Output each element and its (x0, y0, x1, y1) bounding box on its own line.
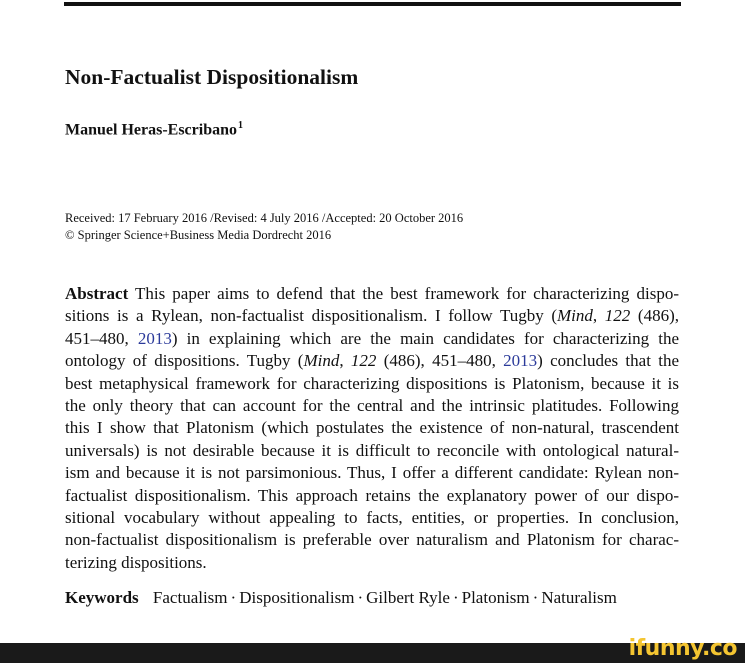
citation-link[interactable]: 2013 (137, 328, 172, 348)
abstract-line (65, 507, 679, 529)
abstract-text: (486), (630, 306, 679, 326)
ifunny-watermark: ifunny.co (628, 636, 737, 661)
abstract-line (65, 395, 679, 417)
abstract-text: ) concludes that the (537, 351, 679, 371)
abstract-text: sitions is a Rylean, non-factualist dispositionalism. I follow Tugby ( (65, 306, 558, 326)
abstract-line (65, 350, 679, 372)
keyword: Naturalism (541, 588, 617, 607)
keyword-separator: · (230, 588, 237, 607)
author-name: Manuel Heras-Escribano (65, 121, 237, 139)
citation-link[interactable]: 2013 (503, 351, 538, 371)
abstract-line (65, 305, 679, 327)
abstract-line (65, 417, 679, 439)
abstract-text: Mind (303, 351, 340, 371)
abstract-text: , (339, 351, 351, 371)
keyword: Gilbert Ryle (366, 588, 450, 607)
abstract-text: sitional vocabulary without appealing to facts, entities, or properties. In conclusion, (65, 508, 679, 528)
keyword: Factualism (152, 588, 228, 607)
abstract-text: terizing dispositions. (65, 552, 207, 572)
publication-meta (65, 210, 463, 244)
keywords (65, 588, 617, 608)
abstract-text: (486), 451–480, (376, 351, 504, 371)
affiliation-mark: 1 (238, 120, 243, 131)
abstract-text: non-factualist dispositionalism is preferable over naturalism and Platonism for charac- (65, 530, 679, 550)
author (65, 120, 243, 139)
abstract-text: 122 (604, 306, 631, 326)
abstract-line (65, 485, 679, 507)
keyword-separator: · (357, 588, 364, 607)
abstract-text: universals) is not desirable because it is difficult to reconcile with ontological natural- (65, 440, 679, 460)
keywords-label: Keywords (65, 588, 139, 607)
keyword: Platonism (461, 588, 530, 607)
abstract-text: 451–480, (65, 328, 138, 348)
abstract-line (65, 552, 679, 574)
top-rule (64, 2, 681, 6)
abstract-text: factualist dispositionalism. This approach retains the explanatory power of our dispo- (65, 485, 679, 505)
abstract-text: Mind (557, 306, 593, 326)
paper-title: Non-Factualist Dispositionalism (65, 65, 359, 89)
abstract (65, 283, 679, 574)
keyword-separator: · (532, 588, 539, 607)
abstract-text: ontology of dispositions. Tugby ( (65, 351, 304, 371)
keyword-separator: · (452, 588, 459, 607)
dates: Received: 17 February 2016 /Revised: 4 July 2016 /Accepted: 20 October 2016 (65, 211, 464, 225)
abstract-text: best metaphysical framework for characterizing dispositions is Platonism, because it is (65, 373, 679, 393)
abstract-text: this I show that Platonism (which postulates the existence of non-natural, trascendent (65, 418, 679, 438)
abstract-line (65, 328, 679, 350)
abstract-line (65, 283, 679, 305)
abstract-line (65, 440, 679, 462)
copyright: © Springer Science+Business Media Dordrecht 2016 (65, 228, 332, 242)
keyword: Dispositionalism (239, 588, 355, 607)
abstract-text: ism and because it is not parsimonious. Thus, I offer a different candidate: Rylean non- (65, 463, 679, 483)
abstract-text: ) in explaining which are the main candidates for characterizing the (171, 328, 679, 348)
abstract-text: This paper aims to defend that the best framework for characterizing dispo- (135, 284, 679, 303)
abstract-line (65, 462, 679, 484)
abstract-text: 122 (350, 351, 377, 371)
abstract-text: , (592, 306, 605, 326)
abstract-text: the only theory that can account for the central and the intrinsic platitudes. Following (65, 396, 679, 416)
abstract-label: Abstract (65, 284, 129, 303)
abstract-line (65, 373, 679, 395)
abstract-line (65, 529, 679, 551)
